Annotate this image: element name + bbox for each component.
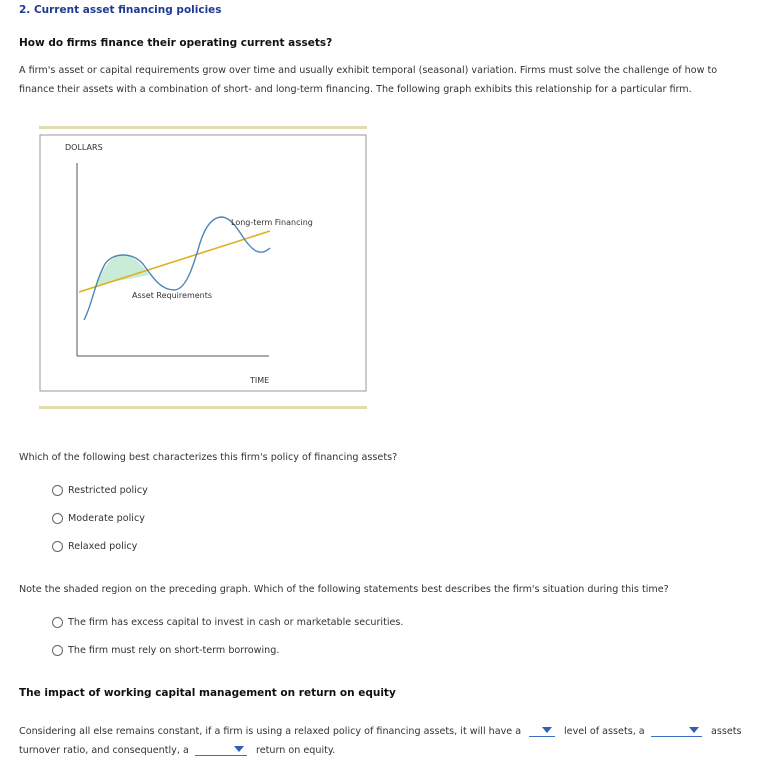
impact-text-part5: return on equity. <box>256 745 336 756</box>
q1-prompt: Which of the following best characterizes this firm's policy of financing assets? <box>19 452 398 463</box>
y-axis-label: DOLLARS <box>65 143 103 152</box>
q1-option-restricted-radio[interactable] <box>52 485 63 496</box>
q1-option-moderate-radio[interactable] <box>52 513 63 524</box>
chart-frame <box>40 135 366 391</box>
return-on-equity-dropdown[interactable] <box>195 743 247 756</box>
q2-option-excess-capital-label[interactable]: The firm has excess capital to invest in cash or marketable securities. <box>68 617 404 628</box>
impact-text-part4: turnover ratio, and consequently, a <box>19 745 189 756</box>
q1-option-relaxed-radio[interactable] <box>52 541 63 552</box>
q2-option-short-term-borrowing-label[interactable]: The firm must rely on short-term borrowing. <box>68 645 280 656</box>
intro-paragraph: A firm's asset or capital requirements grow over time and usually exhibit temporal (seasonal) variation. Firms must solve the challenge of how to finance their assets with a combination of short- and long-term financing. The following graph exhibits this relationship for a particular firm. <box>19 65 718 95</box>
chevron-down-icon <box>689 727 699 733</box>
turnover-ratio-dropdown[interactable] <box>651 724 702 737</box>
asset-requirements-label: Asset Requirements <box>132 291 213 300</box>
q1-option-relaxed-label[interactable]: Relaxed policy <box>68 541 138 552</box>
x-axis-label: TIME <box>250 376 270 385</box>
impact-heading: The impact of working capital management on return on equity <box>19 687 396 699</box>
impact-text-part3: assets <box>711 726 742 737</box>
q1-option-restricted-label[interactable]: Restricted policy <box>68 485 148 496</box>
q2-prompt: Note the shaded region on the preceding graph. Which of the following statements best describes the firm's situation during this time? <box>19 584 669 595</box>
chevron-down-icon <box>542 727 552 733</box>
section-title: 2. Current asset financing policies <box>19 4 222 16</box>
long-term-financing-label: Long-term Financing <box>231 218 313 227</box>
impact-text-part2: level of assets, a <box>564 726 645 737</box>
q2-option-short-term-borrowing-radio[interactable] <box>52 645 63 656</box>
asset-level-dropdown[interactable] <box>529 724 555 737</box>
q1-option-moderate-label[interactable]: Moderate policy <box>68 513 145 524</box>
question-heading: How do firms finance their operating current assets? <box>19 37 333 49</box>
q2-option-excess-capital-radio[interactable] <box>52 617 63 628</box>
chevron-down-icon <box>234 746 244 752</box>
impact-text-part1: Considering all else remains constant, if a firm is using a relaxed policy of financing assets, it will have a <box>19 726 522 737</box>
